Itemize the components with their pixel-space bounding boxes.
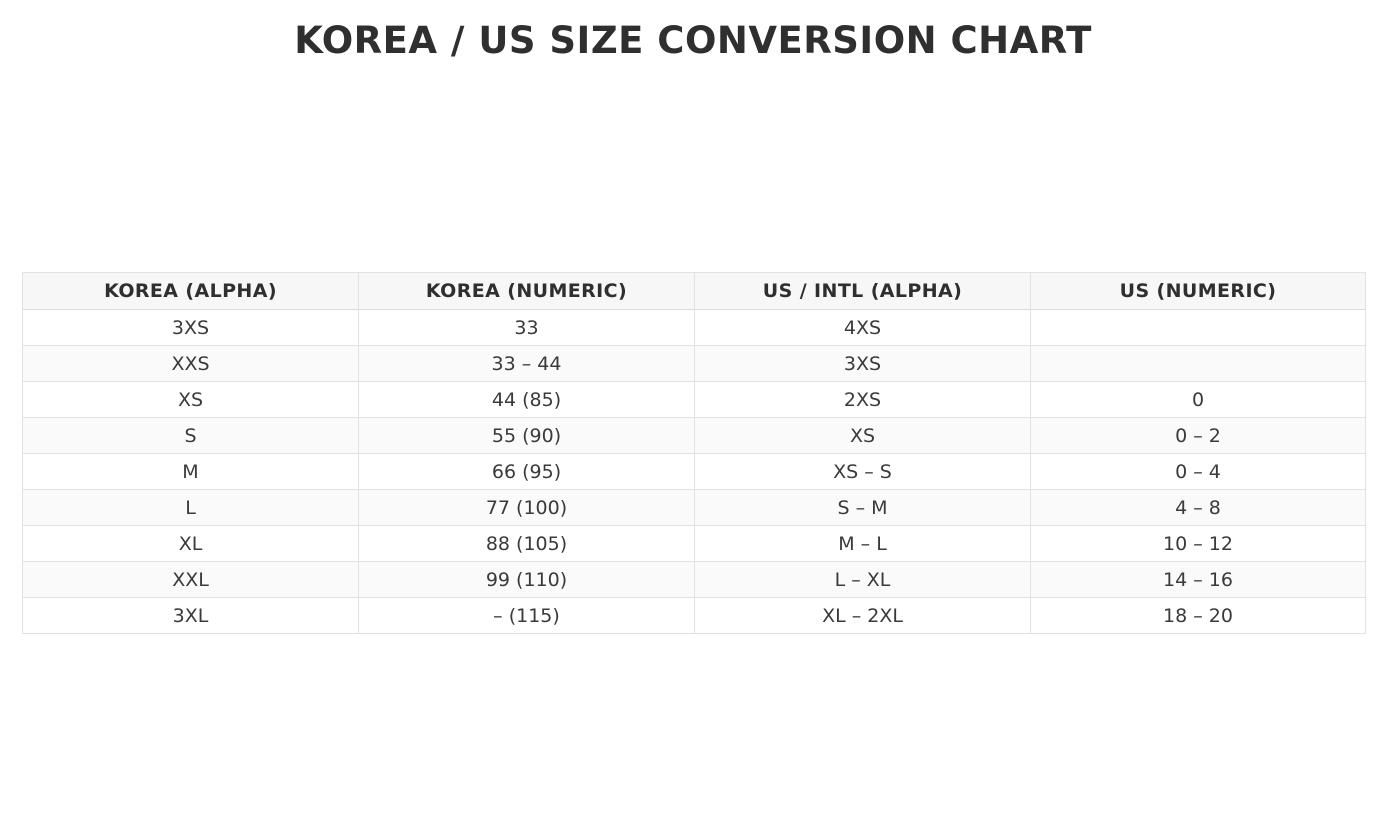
cell-us-intl-alpha: 2XS bbox=[695, 382, 1031, 418]
cell-korea-numeric: 55 (90) bbox=[359, 418, 695, 454]
cell-korea-numeric: 88 (105) bbox=[359, 526, 695, 562]
table-row bbox=[23, 562, 1366, 598]
cell-korea-alpha: XS bbox=[23, 382, 359, 418]
cell-us-numeric bbox=[1031, 310, 1366, 346]
cell-us-intl-alpha: 4XS bbox=[695, 310, 1031, 346]
cell-korea-numeric: 77 (100) bbox=[359, 490, 695, 526]
cell-us-numeric: 0 bbox=[1031, 382, 1366, 418]
page-title: KOREA / US SIZE CONVERSION CHART bbox=[294, 19, 1092, 62]
table-header bbox=[23, 273, 1366, 310]
cell-us-intl-alpha: M – L bbox=[695, 526, 1031, 562]
table-header-row bbox=[23, 273, 1366, 310]
size-conversion-table bbox=[22, 272, 1366, 634]
cell-us-intl-alpha: L – XL bbox=[695, 562, 1031, 598]
cell-korea-numeric: 66 (95) bbox=[359, 454, 695, 490]
cell-us-numeric: 0 – 4 bbox=[1031, 454, 1366, 490]
cell-korea-alpha: 3XL bbox=[23, 598, 359, 634]
table-row bbox=[23, 598, 1366, 634]
cell-korea-numeric: 44 (85) bbox=[359, 382, 695, 418]
cell-korea-alpha: M bbox=[23, 454, 359, 490]
cell-korea-alpha: L bbox=[23, 490, 359, 526]
cell-us-numeric bbox=[1031, 346, 1366, 382]
cell-us-intl-alpha: S – M bbox=[695, 490, 1031, 526]
table-row bbox=[23, 346, 1366, 382]
table-row bbox=[23, 490, 1366, 526]
cell-korea-numeric: 33 – 44 bbox=[359, 346, 695, 382]
column-header-us-intl-alpha: US / INTL (ALPHA) bbox=[695, 273, 1031, 310]
cell-korea-alpha: 3XS bbox=[23, 310, 359, 346]
cell-us-intl-alpha: 3XS bbox=[695, 346, 1031, 382]
table-row bbox=[23, 526, 1366, 562]
table-row bbox=[23, 454, 1366, 490]
table-row bbox=[23, 382, 1366, 418]
table-row bbox=[23, 418, 1366, 454]
cell-korea-numeric: 33 bbox=[359, 310, 695, 346]
table-body bbox=[23, 310, 1366, 634]
column-header-korea-alpha: KOREA (ALPHA) bbox=[23, 273, 359, 310]
column-header-korea-numeric: KOREA (NUMERIC) bbox=[359, 273, 695, 310]
cell-us-numeric: 18 – 20 bbox=[1031, 598, 1366, 634]
cell-korea-numeric: – (115) bbox=[359, 598, 695, 634]
cell-us-numeric: 4 – 8 bbox=[1031, 490, 1366, 526]
column-header-us-numeric: US (NUMERIC) bbox=[1031, 273, 1366, 310]
cell-korea-numeric: 99 (110) bbox=[359, 562, 695, 598]
cell-korea-alpha: S bbox=[23, 418, 359, 454]
cell-korea-alpha: XXS bbox=[23, 346, 359, 382]
cell-korea-alpha: XXL bbox=[23, 562, 359, 598]
cell-us-intl-alpha: XS bbox=[695, 418, 1031, 454]
cell-us-intl-alpha: XS – S bbox=[695, 454, 1031, 490]
cell-us-numeric: 14 – 16 bbox=[1031, 562, 1366, 598]
cell-us-intl-alpha: XL – 2XL bbox=[695, 598, 1031, 634]
table-row bbox=[23, 310, 1366, 346]
cell-us-numeric: 0 – 2 bbox=[1031, 418, 1366, 454]
size-chart-container bbox=[22, 272, 1365, 634]
cell-us-numeric: 10 – 12 bbox=[1031, 526, 1366, 562]
cell-korea-alpha: XL bbox=[23, 526, 359, 562]
